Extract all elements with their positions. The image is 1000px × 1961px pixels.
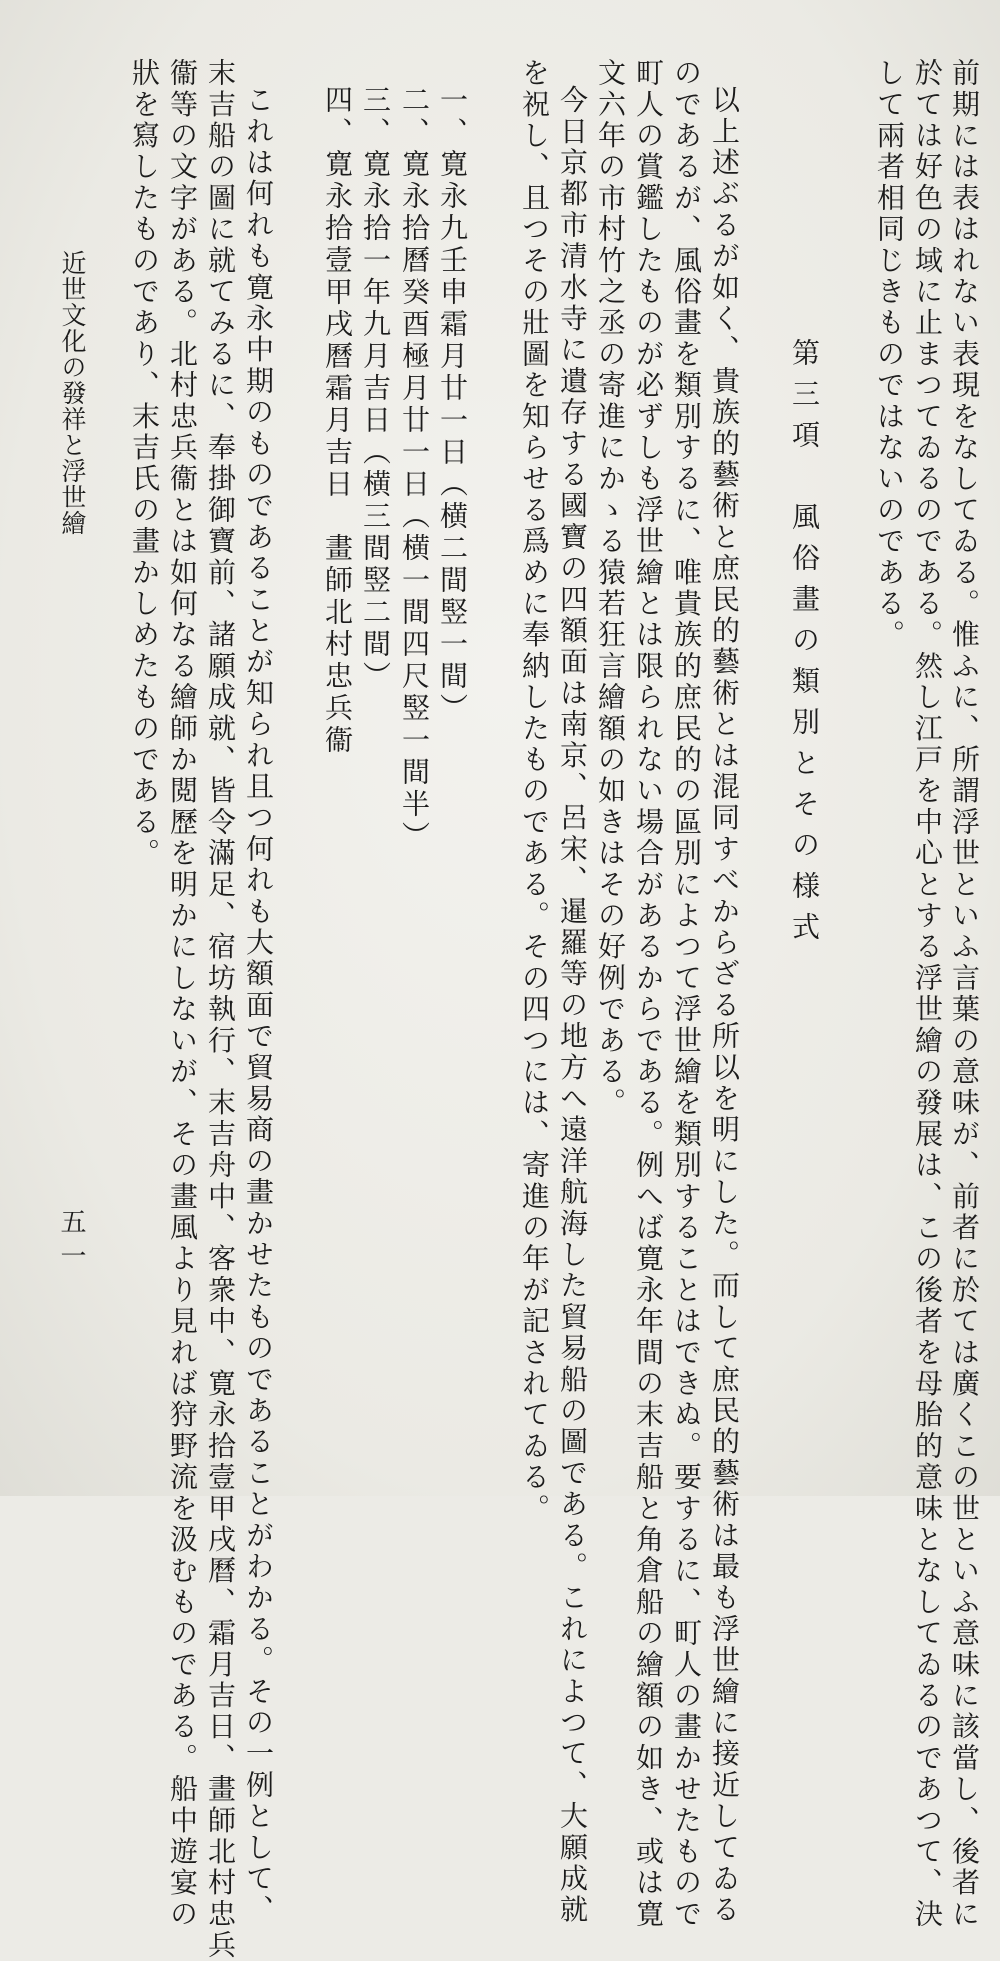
body-column-2: のであるが、風俗畫を類別するに、唯貴族的庶民的の區別によつて浮世繪を類別することはできぬ。要するに、町人の畫かせたもので xyxy=(670,58,703,1930)
body-column-1: 以上述ぶるが如く、貴族的藝術と庶民的藝術とは混同すべからざる所以を明にした。而して庶民的藝術は最も浮世繪に接近してゐる xyxy=(708,85,741,1926)
list-item-2: 二、寛永拾曆癸酉極月廿一日（横一間四尺竪一間半） xyxy=(398,85,431,853)
page-number: 五一 xyxy=(56,1208,86,1276)
intro-column-2: 於ては好色の域に止まつてゐるのである。然し江戸を中心とする浮世繪の發展は、この後者を母胎的意味となしてゐるのであつて、決 xyxy=(911,58,944,1930)
closing-column-3: 衞等の文字がある。北村忠兵衞とは如何なる繪師か閲歷を明かにしないが、その畫風より見れば狩野流を汲むものである。船中遊宴の xyxy=(166,58,199,1930)
body-column-5: 今日京都市清水寺に遺存する國寶の四額面は南京、呂宋、暹羅等の地方へ遠洋航海した貿易船の圖である。これによつて、大願成就 xyxy=(556,85,589,1926)
closing-column-4: 狀を寫したものであり、末吉氏の畫かしめたものである。 xyxy=(128,58,161,870)
intro-column-1: 前期には表はれない表現をなしてゐる。惟ふに、所謂浮世といふ言葉の意味が、前者に於ては廣くこの世といふ意味に該當し、後者に xyxy=(948,58,981,1930)
intro-column-3: して兩者相同じきものではないのである。 xyxy=(873,58,906,651)
list-item-4: 四、寛永拾壹甲戌曆霜月吉日 畫師北村忠兵衞 xyxy=(321,85,354,757)
section-heading: 第三項 風俗畫の類別とその様式 xyxy=(788,338,821,953)
running-head: 近世文化の發祥と浮世繪 xyxy=(58,250,87,536)
body-column-6: を祝し、且つその壯圖を知らせる爲めに奉納したものである。その四つには、寄進の年が記されてゐる。 xyxy=(518,58,551,1525)
closing-column-2: 末吉船の圖に就てみるに、奉掛御寶前、諸願成就、皆令滿足、宿坊執行、末吉舟中、客衆中、寛永拾壹甲戌曆、霜月吉日、畫師北村忠兵 xyxy=(204,58,237,1961)
list-item-3: 三、寛永拾一年九月吉日（横三間竪二間） xyxy=(359,85,392,693)
body-column-4: 文六年の市村竹之丞の寄進にかゝる猿若狂言繪額の如きはその好例である。 xyxy=(594,58,627,1119)
list-item-1: 一、寛永九壬申霜月廿一日（横二間竪一間） xyxy=(436,85,469,725)
closing-column-1: これは何れも寛永中期のものであることが知られ且つ何れも大額面で貿易商の畫かせたものであることがわかる。その一例として、 xyxy=(242,85,275,1926)
body-column-3: 町人の賞鑑したものが必ずしも浮世繪とは限られない場合があるからである。例へば寛永年間の末吉船と角倉船の繪額の如き、或は寛 xyxy=(632,58,665,1930)
